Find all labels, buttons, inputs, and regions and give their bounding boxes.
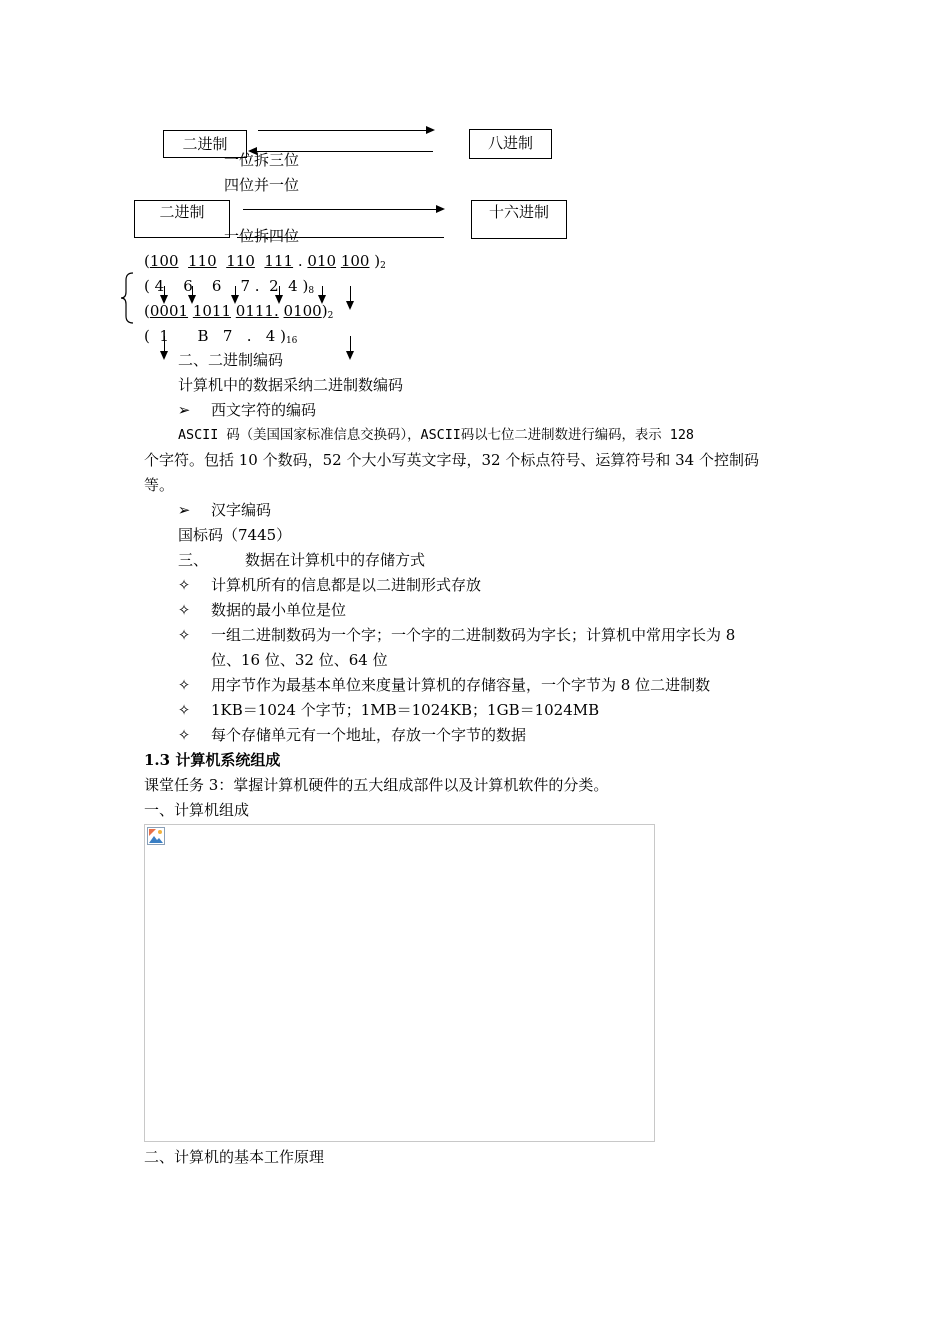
storage-item: 计算机所有的信息都是以二进制形式存放: [211, 576, 482, 594]
working-principle-title: 二、计算机的基本工作原理: [144, 1148, 325, 1166]
row1-group-6: 100: [340, 252, 370, 270]
arrow-to-octal: [258, 130, 433, 131]
binary-box-2: [134, 200, 230, 238]
row3-open: (: [144, 302, 150, 320]
storage-item: 一组二进制数码为一个字；一个字的二进制数码为字长；计算机中常用字长为 8: [211, 626, 736, 644]
bullet-chinese-chars: 汉字编码: [211, 501, 272, 519]
down-arrow: [164, 336, 165, 358]
section-3-title: 数据在计算机中的存储方式: [245, 551, 426, 569]
section-2-line-1: 计算机中的数据采纳二进制数编码: [178, 376, 404, 394]
row3-group-2: 1011: [192, 302, 232, 320]
row2-text: ( 4 6 6 7 . 2 4 ): [144, 277, 309, 295]
ascii-para-line-3: 等。: [144, 476, 175, 494]
section-1-3-title: 1.3 计算机系统组成: [144, 751, 281, 769]
binary-box-1-label: 二进制: [182, 135, 228, 153]
hex-box-label: 十六进制: [488, 203, 549, 221]
row1-group-5: 010: [307, 252, 337, 270]
diamond-bullet-icon: ✧: [177, 726, 191, 744]
down-arrow: [279, 286, 280, 302]
row3-close: ): [321, 302, 328, 320]
storage-item-continued: 位、16 位、32 位、64 位: [211, 651, 388, 669]
broken-image-icon: [147, 827, 165, 845]
hex-box: [471, 200, 567, 239]
broken-image-placeholder: [144, 824, 655, 1142]
bullet-western-chars: 西文字符的编码: [211, 401, 317, 419]
row4-base: 16: [285, 336, 298, 346]
row1-group-4: 111: [264, 252, 294, 270]
computer-composition-title: 一、计算机组成: [144, 801, 250, 819]
binary-box-2-label: 二进制: [159, 203, 205, 221]
down-arrow: [322, 286, 323, 302]
diamond-bullet-icon: ✧: [177, 701, 191, 719]
octal-box: [469, 129, 552, 159]
row3-group-3: 0111.: [235, 302, 279, 320]
down-arrow: [164, 286, 165, 302]
diamond-bullet-icon: ✧: [177, 576, 191, 594]
down-arrow: [235, 286, 236, 302]
diamond-bullet-icon: ✧: [177, 626, 191, 644]
ascii-para-line-1: ASCII 码（美国国家标准信息交换码），ASCII码以七位二进制数进行编码，表示 128: [178, 428, 694, 443]
down-arrow: [350, 286, 351, 308]
storage-item: 1KB＝1024 个字节；1MB＝1024KB；1GB＝1024MB: [211, 701, 600, 719]
left-brace: [120, 272, 134, 324]
storage-item: 用字节作为最基本单位来度量计算机的存储容量，一个字节为 8 位二进制数: [211, 676, 711, 694]
row1-group-3: 110: [226, 252, 255, 270]
storage-item: 每个存储单元有一个地址，存放一个字节的数据: [211, 726, 527, 744]
storage-item: 数据的最小单位是位: [211, 601, 347, 619]
down-arrow: [350, 336, 351, 358]
gb-code: 国标码（7445）: [178, 526, 292, 544]
row4-text: ( 1 B 7 . 4 ): [144, 327, 286, 345]
row1-open: (: [144, 252, 150, 270]
ascii-para-line-2: 个字符。包括 10 个数码，52 个大小写英文字母，32 个标点符号、运算符号和 34 个控制码: [144, 451, 759, 469]
row3-group-1: 0001: [149, 302, 189, 320]
octal-box-label: 八进制: [487, 134, 533, 152]
row1-point: .: [297, 252, 303, 270]
arrow-to-hex: [243, 209, 443, 210]
diamond-bullet-icon: ✧: [177, 676, 191, 694]
row2-base: 8: [308, 286, 315, 296]
row1-group-1: 100: [149, 252, 179, 270]
row3-group-4: 0100: [283, 302, 322, 320]
label-split-four: 一位拆四位: [224, 227, 300, 245]
section-3-number: 三、: [178, 551, 209, 569]
row1-close: ): [374, 252, 381, 270]
down-arrow: [192, 286, 193, 302]
row3-base: 2: [327, 311, 334, 321]
arrow-bullet-icon: ➢: [177, 401, 191, 419]
row1-base: 2: [380, 261, 386, 271]
arrow-bullet-icon: ➢: [177, 501, 191, 519]
diamond-bullet-icon: ✧: [177, 601, 191, 619]
class-task-3: 课堂任务 3：掌握计算机硬件的五大组成部件以及计算机软件的分类。: [144, 776, 609, 794]
label-split-three: 一位拆三位: [224, 151, 300, 169]
section-2-title: 二、二进制编码: [178, 351, 284, 369]
label-merge-four: 四位并一位: [224, 176, 300, 194]
row1-group-2: 110: [188, 252, 217, 270]
